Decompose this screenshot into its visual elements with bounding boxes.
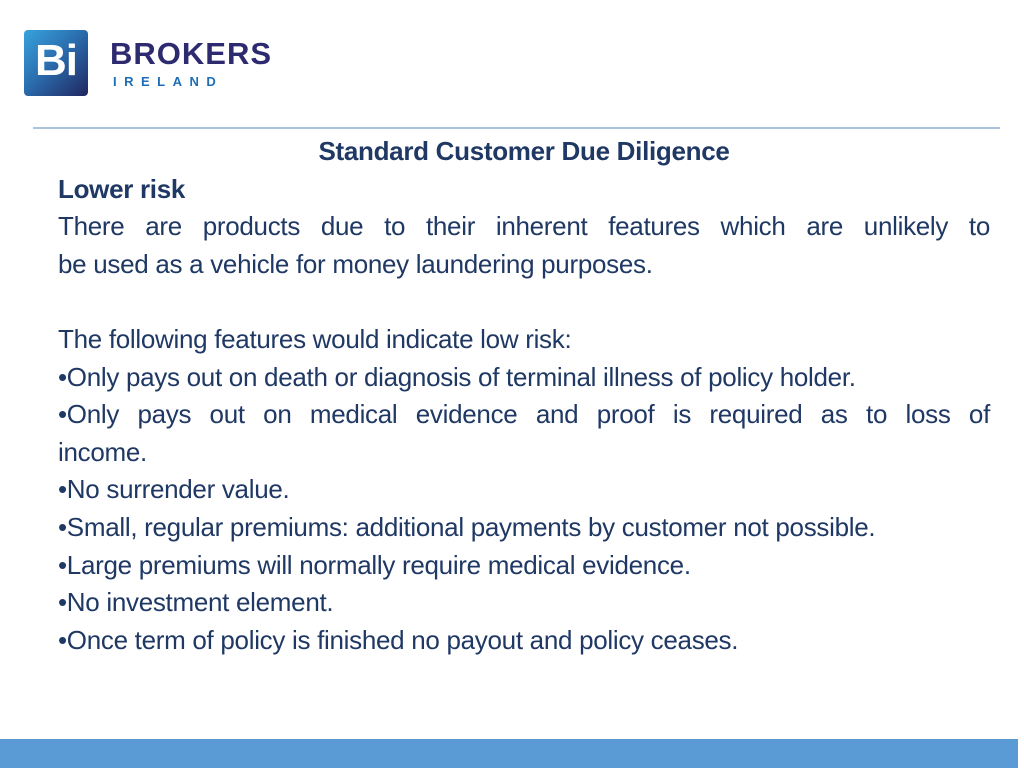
bullet-line: •No surrender value.: [58, 474, 290, 505]
intro-line: The following features would indicate low risk:: [58, 323, 572, 354]
bullet-line: •No investment element.: [58, 587, 334, 618]
bullet-line: •Only pays out on death or diagnosis of terminal illness of policy holder.: [58, 361, 856, 392]
brokers-ireland-logo: [24, 29, 354, 109]
header-divider: [33, 127, 1000, 129]
bullet-line: •Small, regular premiums: additional payments by customer not possible.: [58, 511, 876, 542]
paragraph-line: There are products due to their inherent features which are unlikely to: [58, 211, 990, 242]
blank-line: [58, 283, 990, 321]
logo-tile-icon: [24, 30, 88, 96]
lower-risk-heading: Lower risk: [58, 173, 186, 204]
logo-brand-text: BROKERS: [110, 36, 273, 71]
bullet-continuation-line: income.: [58, 436, 147, 467]
bullet-line: •Only pays out on medical evidence and proof is required as to loss of: [58, 399, 990, 430]
paragraph-line: be used as a vehicle for money laundering purposes.: [58, 248, 653, 279]
slide-title: Standard Customer Due Diligence: [318, 136, 730, 166]
logo-monogram: Bi: [35, 36, 77, 85]
bullet-line: •Once term of policy is finished no payout and policy ceases.: [58, 624, 739, 655]
footer-accent-bar: [0, 739, 1018, 768]
logo-country-text: IRELAND: [113, 74, 224, 89]
slide-body: [58, 133, 990, 659]
bullet-line: •Large premiums will normally require medical evidence.: [58, 549, 691, 580]
